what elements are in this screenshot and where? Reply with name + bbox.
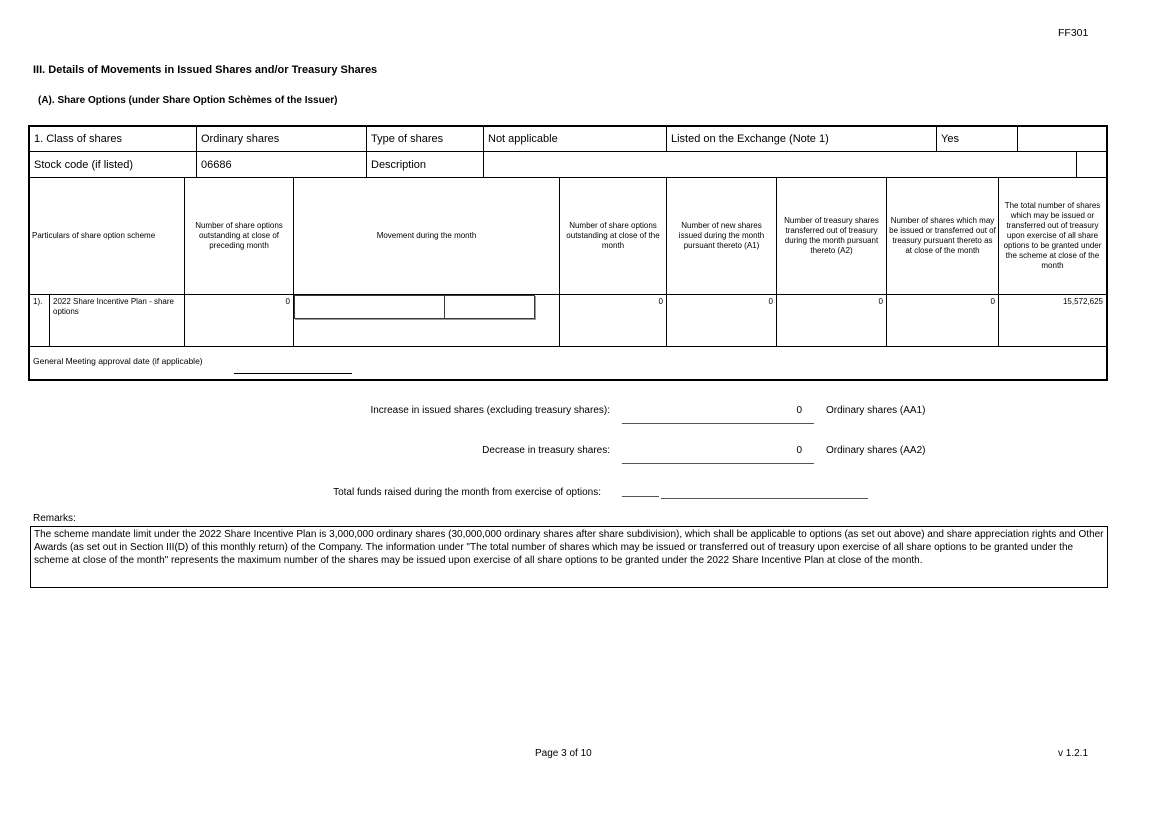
gm-approval-date-field[interactable] <box>234 373 352 374</box>
col-header-particulars: Particulars of share option scheme <box>30 178 185 294</box>
col-header-opening-balance: Number of share options outstanding at close of preceding month <box>185 178 294 294</box>
section-title: III. Details of Movements in Issued Shares and/or Treasury Shares <box>33 64 378 76</box>
info-row2-empty-cell <box>1077 152 1106 177</box>
col-header-closing-balance: Number of share options outstanding at close of the month <box>560 178 667 294</box>
total-funds-field-currency[interactable] <box>622 487 659 497</box>
listed-on-exchange-value: Yes <box>937 127 1018 151</box>
decrease-treasury-shares-unit: Ordinary shares (AA2) <box>826 445 926 456</box>
gm-approval-row <box>30 347 1106 379</box>
opening-balance-value: 0 <box>185 295 294 346</box>
scheme-name: 2022 Share Incentive Plan - share options <box>50 295 185 346</box>
info-row-1 <box>30 127 1106 152</box>
description-value[interactable] <box>484 152 1077 177</box>
movement-input-box <box>294 295 535 319</box>
may-be-issued-value: 0 <box>887 295 999 346</box>
gm-approval-label: General Meeting approval date (if applicable) <box>33 356 203 366</box>
col-header-treasury-transferred: Number of treasury shares transferred out of treasury during the month pursuant thereto (A2) <box>777 178 887 294</box>
col-header-movement: Movement during the month <box>294 178 560 294</box>
stock-code-label: Stock code (if listed) <box>30 152 197 177</box>
class-of-shares-label: 1. Class of shares <box>30 127 197 151</box>
version-label: v 1.2.1 <box>1058 748 1089 759</box>
total-funds-label: Total funds raised during the month from exercise of options: <box>333 487 601 498</box>
col-header-total-under-scheme: The total number of shares which may be issued or transferred out of treasury upon exercise of all share options to be granted under the scheme at close of the month <box>1003 201 1102 270</box>
type-of-shares-value: Not applicable <box>484 127 667 151</box>
row-index: 1). <box>30 295 50 346</box>
form-code: FF301 <box>1058 27 1089 39</box>
table-header-row <box>30 178 1106 295</box>
stock-code-value: 06686 <box>197 152 367 177</box>
increase-issued-shares-field[interactable]: 0 <box>622 405 814 424</box>
col-header-may-be-issued: Number of shares which may be issued or transferred out of treasury pursuant thereto as at close of the month <box>887 178 999 294</box>
movement-cell <box>294 295 560 346</box>
total-under-scheme-value: 15,572,625 <box>1062 297 1103 306</box>
decrease-treasury-shares-field[interactable]: 0 <box>622 445 814 464</box>
type-of-shares-label: Type of shares <box>367 127 484 151</box>
new-shares-issued-value: 0 <box>667 295 777 346</box>
page-number: Page 3 of 10 <box>535 748 592 759</box>
remarks-label: Remarks: <box>33 513 76 524</box>
remarks-text: The scheme mandate limit under the 2022 Share Incentive Plan is 3,000,000 ordinary shares (30,000,000 ordinary shares after share subdivision), which shall be applicable to options (as set out above) and share appreciation rights and Other Awards (as set out in Section III(D) of this monthly return) of the Company. The information under "The total number of shares which may be issued or transferred out of treasury upon exercise of all share options to be granted under the scheme at close of the month" represents the maximum number of the shares may be issued upon exercise of all share options to be granted under the 2022 Share Incentive Plan at close of the month. <box>30 526 1108 588</box>
description-label: Description <box>367 152 484 177</box>
table-row <box>30 295 1106 347</box>
class-of-shares-value: Ordinary shares <box>197 127 367 151</box>
closing-balance-value: 0 <box>560 295 667 346</box>
movement-field-2[interactable] <box>445 296 534 318</box>
decrease-treasury-shares-label: Decrease in treasury shares: <box>482 445 610 456</box>
info-row1-empty-cell <box>1018 127 1106 151</box>
increase-issued-shares-unit: Ordinary shares (AA1) <box>826 405 926 416</box>
subsection-title: (A). Share Options (under Share Option Schèmes of the Issuer) <box>38 95 338 106</box>
total-funds-field-amount[interactable] <box>661 489 868 499</box>
share-options-table <box>28 125 1108 381</box>
movement-field-1[interactable] <box>295 296 445 318</box>
increase-issued-shares-label: Increase in issued shares (excluding treasury shares): <box>370 405 610 416</box>
col-header-new-shares-issued: Number of new shares issued during the month pursuant thereto (A1) <box>667 178 777 294</box>
treasury-transferred-value: 0 <box>777 295 887 346</box>
listed-on-exchange-label: Listed on the Exchange (Note 1) <box>667 127 937 151</box>
info-row-2 <box>30 152 1106 178</box>
